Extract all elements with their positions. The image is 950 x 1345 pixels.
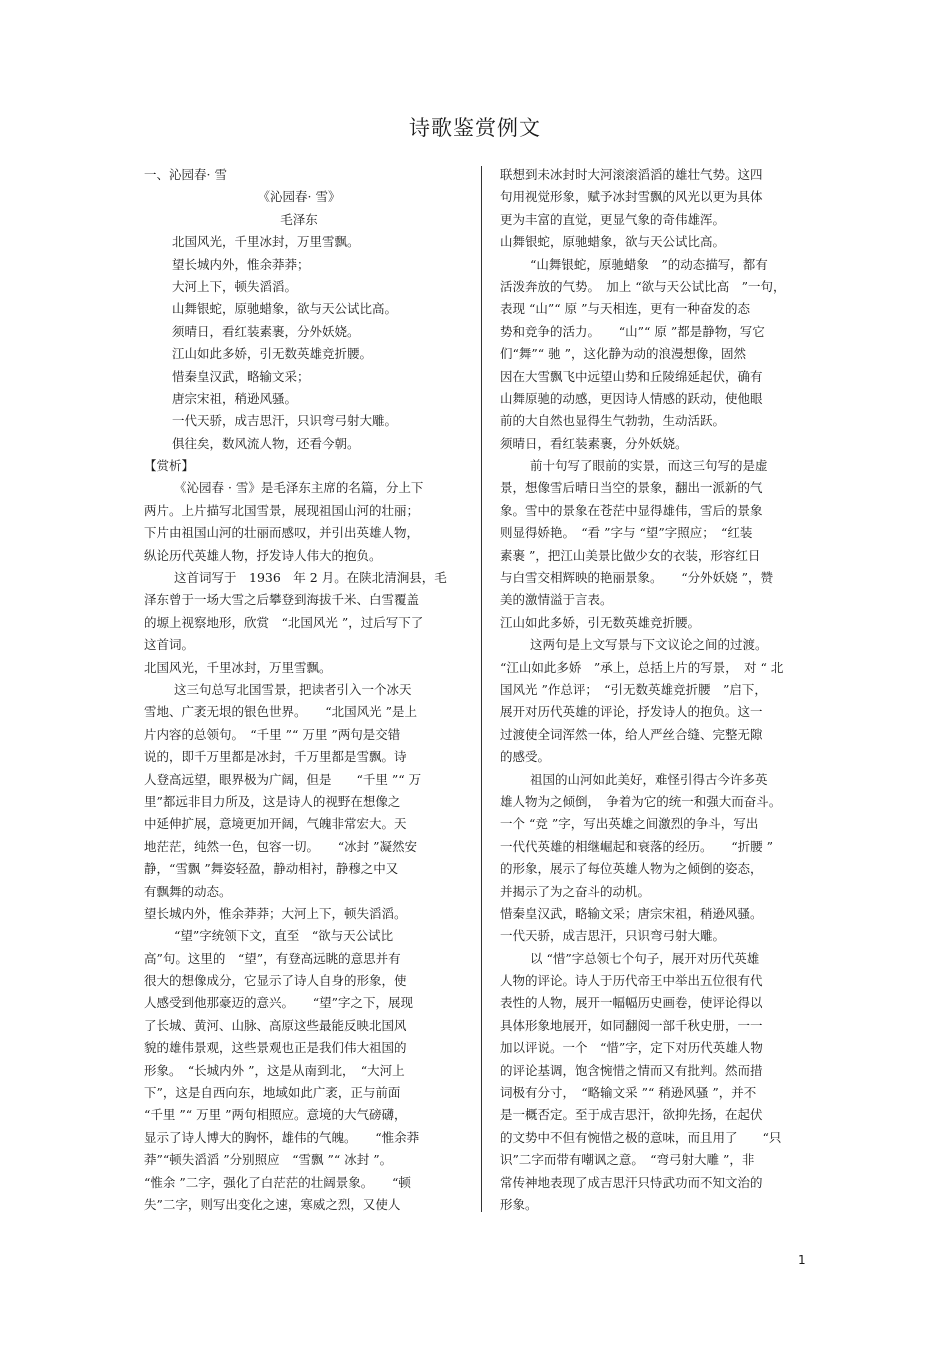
text-line: “千里 ”“ 万里 ”两句相照应。意境的大气磅礴，	[144, 1107, 407, 1123]
page-title: 诗歌鉴赏例文	[409, 116, 541, 140]
text-line: 加以评说。一个 “惜”字，定下对历代英雄人物	[500, 1040, 763, 1056]
text-line: 形象。	[500, 1196, 538, 1212]
text-line: 唐宗宋祖，稍逊风骚。	[172, 390, 298, 406]
text-line: 国风光 ”作总评； “引无数英雄竞折腰 ”启下，	[500, 681, 767, 697]
text-line: 词极有分寸， “略输文采 ”“ 稍逊风骚 ”，并不	[500, 1085, 757, 1101]
text-line: 江山如此多娇，引无数英雄竞折腰。	[172, 346, 373, 362]
text-line: 这两句是上文写景与下文议论之间的过渡。	[530, 637, 768, 653]
text-line: 山舞银蛇，原驰蜡象，欲与天公试比高。	[500, 234, 726, 250]
text-line: 了长城、黄河、山脉、高原这些最能反映北国风	[144, 1017, 407, 1033]
text-line: 与白雪交相辉映的艳丽景象。 “分外妖娆 ”，赞	[500, 570, 774, 586]
text-line: 的评论基调，饱含惋惜之情而又有批判。然而措	[500, 1062, 763, 1078]
text-line: 一个 “竞 ”字，写出英雄之间激烈的争斗，写出	[500, 816, 759, 832]
text-line: 素裹 ”，把江山美景比做少女的衣装，形容红日	[500, 547, 761, 563]
text-line: 的形象，展示了每位英雄人物为之倾倒的姿态，	[500, 861, 763, 877]
page-number: 1	[798, 1253, 806, 1267]
left-column	[144, 164, 464, 1216]
text-line: 活泼奔放的气势。 加上 “欲与天公试比高 ”一句，	[500, 278, 786, 294]
text-line: 人感受到他那豪迈的意兴。 “望”字之下，展现	[144, 995, 414, 1011]
text-line: 这三句总写北国雪景，把读者引入一个冰天	[174, 681, 412, 697]
text-line: 纵论历代英雄人物，抒发诗人伟大的抱负。	[144, 547, 382, 563]
text-line: 具体形象地展开，如同翻阅一部千秋史册，一一	[500, 1017, 763, 1033]
text-line: 望长城内外，惟余莽莽；大河上下，顿失滔滔。	[144, 905, 407, 921]
text-line: 过渡使全词浑然一体，给人严丝合缝、完整无隙	[500, 726, 763, 742]
text-line: 一代代英雄的相继崛起和衰落的经历。 “折腰 ”	[500, 838, 774, 854]
text-line: 们“舞”“ 驰 ”，这化静为动的浪漫想像，固然	[500, 346, 747, 362]
text-line: 失”二字，则写出变化之速，寒威之烈，又使人	[144, 1196, 401, 1212]
text-line: 人物的评论。诗人于历代帝王中举出五位很有代	[500, 973, 763, 989]
text-line: 的文势中不但有惋惜之极的意味，而且用了 “只	[500, 1129, 782, 1145]
text-line: 更为丰富的直觉，更显气象的奇伟雄浑。	[500, 211, 726, 227]
text-line: 地茫茫，纯然一色，包容一切。 “冰封 ”凝然安	[144, 838, 418, 854]
text-line: 北国风光，千里冰封，万里雪飘。	[144, 659, 332, 675]
text-line: 表现 “山”“ 原 ”与天相连，更有一种奋发的态	[500, 301, 750, 317]
text-line: 片内容的总领句。 “千里 ”“ 万里 ”两句是交错	[144, 726, 401, 742]
text-line: 前的大自然也显得生气勃勃，生动活跃。	[500, 413, 726, 429]
text-line: 这首词。	[144, 637, 195, 653]
text-line: 以 “惜”字总领七个句子，展开对历代英雄	[530, 950, 760, 966]
text-line: 句用视觉形象，赋予冰封雪飘的风光以更为具体	[500, 189, 763, 205]
text-line: 是一概否定。至于成吉思汗，欲抑先扬，在起伏	[500, 1107, 763, 1123]
text-line: 并揭示了为之奋斗的动机。	[500, 883, 651, 899]
text-line: 的感受。	[500, 749, 551, 765]
text-line: 惜秦皇汉武，略输文采；	[172, 368, 310, 384]
text-line: 有飘舞的动态。	[144, 883, 232, 899]
text-line: 毛泽东	[280, 211, 318, 227]
text-line: 貌的雄伟景观，这些景观也正是我们伟大祖国的	[144, 1040, 407, 1056]
text-line: 俱往矣，数风流人物，还看今朝。	[172, 435, 360, 451]
text-line: 江山如此多娇，引无数英雄竞折腰。	[500, 614, 701, 630]
text-line: 雄人物为之倾倒， 争着为它的统一和强大而奋斗。	[500, 793, 782, 809]
text-line: 的塬上视察地形，欣赏 “北国风光 ”，过后写下了	[144, 614, 424, 630]
text-line: 一代天骄，成吉思汗，只识弯弓射大雕。	[172, 413, 398, 429]
text-line: 常传神地表现了成吉思汗只恃武功而不知文治的	[500, 1174, 763, 1190]
text-line: 静，“雪飘 ”舞姿轻盈，静动相衬，静穆之中又	[144, 861, 399, 877]
text-line: 表性的人物，展开一幅幅历史画卷，使评论得以	[500, 995, 763, 1011]
text-line: 势和竞争的活力。 “山”“ 原 ”都是静物，写它	[500, 323, 765, 339]
text-line: 里”都远非目力所及，这是诗人的视野在想像之	[144, 793, 401, 809]
text-line: 前十句写了眼前的实景，而这三句写的是虚	[530, 458, 768, 474]
text-line: 高”句。这里的 “望”，有登高远眺的意思并有	[144, 950, 401, 966]
text-line: “山舞银蛇，原驰蜡象 ”的动态描写，都有	[530, 256, 768, 272]
text-line: 景，想像雪后晴日当空的景象，翻出一派新的气	[500, 480, 763, 496]
text-line: 说的，即千万里都是冰封，千万里都是雪飘。诗	[144, 749, 407, 765]
text-line: 望长城内外，惟余莽莽；	[172, 256, 310, 272]
text-line: 祖国的山河如此美好，难怪引得古今许多英	[530, 771, 768, 787]
text-line: 大河上下，顿失滔滔。	[172, 278, 298, 294]
text-line: 一、沁园春· 雪	[144, 167, 227, 182]
text-line: 山舞银蛇，原驰蜡象，欲与天公试比高。	[172, 301, 398, 317]
text-line: 两片。上片描写北国雪景，展现祖国山河的壮丽；	[144, 502, 420, 518]
text-line: 识”二字而带有嘲讽之意。 “弯弓射大雕 ”，非	[500, 1152, 755, 1168]
text-line: 这首词写于 1936 年 2 月。在陕北清涧县，毛	[174, 570, 447, 586]
text-line: 雪地、广袤无垠的银色世界。 “北国风光 ”是上	[144, 704, 418, 720]
text-line: 《沁园春 · 雪》是毛泽东主席的名篇，分上下	[174, 480, 424, 496]
right-column	[500, 164, 820, 1216]
text-line: 美的激情溢于言表。	[500, 592, 613, 608]
text-line: 【赏析】	[144, 458, 195, 474]
text-line: 须晴日，看红装素裹，分外妖娆。	[172, 323, 360, 339]
text-line: 很大的想像成分，它显示了诗人自身的形象，使	[144, 973, 407, 989]
column-divider	[481, 166, 482, 1212]
text-line: 惜秦皇汉武，略输文采；唐宗宋祖，稍逊风骚。	[500, 905, 763, 921]
text-line: 山舞原驰的动感，更因诗人情感的跃动，使他眼	[500, 390, 763, 406]
text-line: 莽”“顿失滔滔 ”分别照应 “雪飘 ”“ 冰封 ”。	[144, 1152, 393, 1168]
text-line: 因在大雪飘飞中远望山势和丘陵绵延起伏，确有	[500, 368, 763, 384]
text-line: 《沁园春· 雪》	[257, 189, 341, 205]
text-line: 一代天骄，成吉思汗，只识弯弓射大雕。	[500, 928, 726, 944]
text-line: 中延伸扩展，意境更加开阔，气魄非常宏大。天	[144, 816, 407, 832]
text-line: “望”字统领下文，直至 “欲与天公试比	[174, 928, 394, 944]
text-line: 下片由祖国山河的壮丽而感叹，并引出英雄人物，	[144, 525, 420, 541]
text-line: 象。雪中的景象在苍茫中显得雄伟，雪后的景象	[500, 502, 763, 518]
text-line: 泽东曾于一场大雪之后攀登到海拔千米、白雪覆盖	[144, 592, 420, 608]
text-line: 联想到未冰封时大河滚滚滔滔的雄壮气势。这四	[500, 167, 763, 182]
text-line: “惟余 ”二字，强化了白茫茫的壮阔景象。 “顿	[144, 1174, 411, 1190]
text-line: 形象。 “长城内外 ”，这是从南到北， “大河上	[144, 1062, 405, 1078]
text-line: 展开对历代英雄的评论，抒发诗人的抱负。这一	[500, 704, 763, 720]
text-line: 显示了诗人博大的胸怀，雄伟的气魄。 “惟余莽	[144, 1129, 420, 1145]
text-line: 须晴日，看红装素裹，分外妖娆。	[500, 435, 688, 451]
text-line: 则显得娇艳。 “看 ”字与 “望”字照应； “红装	[500, 525, 753, 541]
text-line: 下”，这是自西向东，地域如此广袤，正与前面	[144, 1085, 401, 1101]
text-line: 人登高远望，眼界极为广阔，但是 “千里 ”“ 万	[144, 771, 422, 787]
text-line: 北国风光，千里冰封，万里雪飘。	[172, 234, 360, 250]
text-line: “江山如此多娇 ”承上，总括上片的写景， 对 “ 北	[500, 659, 784, 675]
